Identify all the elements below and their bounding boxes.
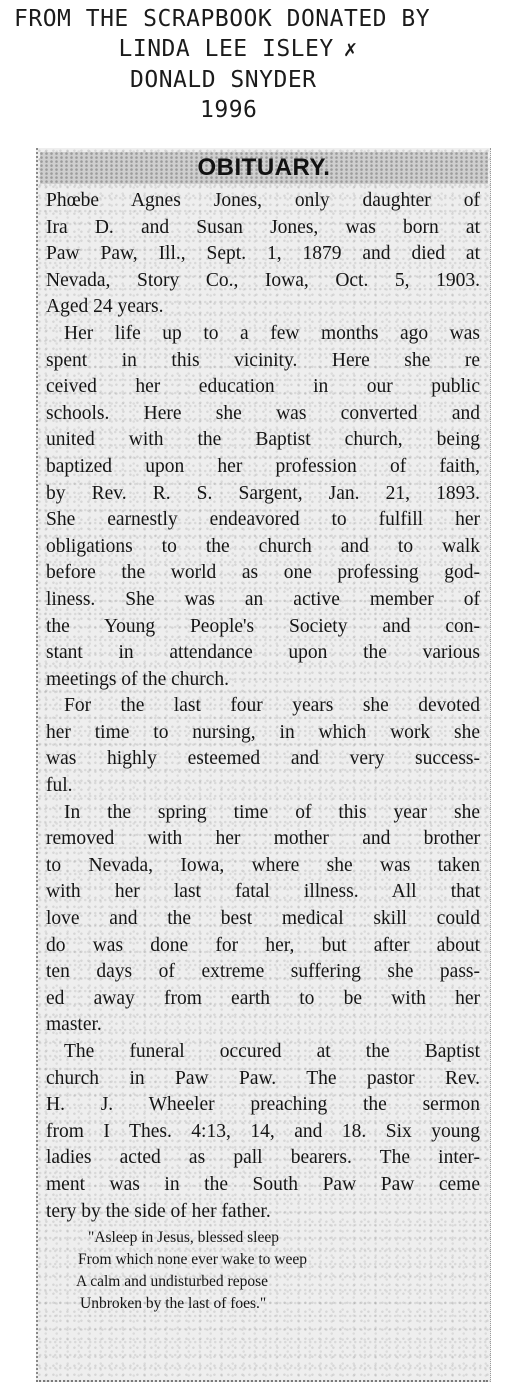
text-line: love and the best medical skill could xyxy=(46,908,480,930)
text-line: was highly esteemed and very success- xyxy=(46,748,480,770)
scrapbook-donation-header xyxy=(0,4,516,125)
donor-name-1: LINDA LEE ISLEY xyxy=(118,36,334,62)
text-line: In the spring time of this year she xyxy=(64,801,480,823)
text-line: liness. She was an active member of xyxy=(46,588,480,610)
text-line: baptized upon her profession of faith, xyxy=(46,455,480,477)
verse-line: From which none ever wake to weep xyxy=(78,1251,307,1269)
verse-line: "Asleep in Jesus, blessed sleep xyxy=(88,1229,280,1247)
handwritten-mark-icon: ✗ xyxy=(343,37,358,62)
newspaper-clipping xyxy=(36,148,491,1382)
header-line-donor-1 xyxy=(0,34,516,65)
text-line: Aged 24 years. xyxy=(46,296,164,318)
text-line: church in Paw Paw. The pastor Rev. xyxy=(46,1067,480,1089)
text-line: tery by the side of her father. xyxy=(46,1200,271,1222)
text-line: to Nevada, Iowa, where she was taken xyxy=(46,854,480,876)
text-line: schools. Here she was converted and xyxy=(46,402,480,424)
text-line: with her last fatal illness. All that xyxy=(46,881,480,903)
obituary-body xyxy=(46,188,480,1315)
text-line: do was done for her, but after about xyxy=(46,934,480,956)
text-line: Paw Paw, Ill., Sept. 1, 1879 and died at xyxy=(46,243,480,265)
text-line: united with the Baptist church, being xyxy=(46,429,480,451)
text-line: ladies acted as pall bearers. The inter- xyxy=(46,1147,480,1169)
clipping-torn-edge xyxy=(36,1380,488,1385)
text-line: The funeral occured at the Baptist xyxy=(64,1041,480,1062)
text-line: For the last four years she devoted xyxy=(64,695,480,717)
text-line: ten days of extreme suffering she pass- xyxy=(46,961,480,983)
text-line: ceived her education in our public xyxy=(46,376,480,398)
text-line: her time to nursing, in which work she xyxy=(46,721,480,743)
text-line: Phœbe Agnes Jones, only daughter of xyxy=(46,190,480,211)
verse-line: A calm and undisturbed repose xyxy=(76,1273,268,1291)
verse-line: Unbroken by the last of foes." xyxy=(80,1295,267,1313)
text-line: from I Thes. 4:13, 14, and 18. Six young xyxy=(46,1120,480,1142)
text-line: master. xyxy=(46,1014,102,1036)
header-line-donated-by: FROM THE SCRAPBOOK DONATED BY xyxy=(14,6,431,32)
text-line: spent in this vicinity. Here she re xyxy=(46,349,480,371)
header-line-donor-2: DONALD SNYDER xyxy=(130,67,317,93)
text-line: by Rev. R. S. Sargent, Jan. 21, 1893. xyxy=(46,482,480,504)
text-line: Ira D. and Susan Jones, was born at xyxy=(46,216,480,238)
text-line: ful. xyxy=(46,775,73,797)
text-line: She earnestly endeavored to fulfill her xyxy=(46,509,480,531)
text-line: stant in attendance upon the various xyxy=(46,642,480,664)
closing-verse xyxy=(46,1227,480,1315)
header-line-year: 1996 xyxy=(200,97,258,123)
text-line: obligations to the church and to walk xyxy=(46,535,480,557)
text-line: Nevada, Story Co., Iowa, Oct. 5, 1903. xyxy=(46,269,480,291)
text-line: meetings of the church. xyxy=(46,668,230,690)
text-line: ment was in the South Paw Paw ceme xyxy=(46,1173,480,1195)
text-line: before the world as one professing god- xyxy=(46,562,480,584)
text-line: removed with her mother and brother xyxy=(46,828,480,850)
text-line: the Young People's Society and con- xyxy=(46,615,480,637)
text-line: Her life up to a few months ago was xyxy=(64,322,480,344)
obituary-title: OBITUARY. xyxy=(197,154,331,181)
text-line: ed away from earth to be with her xyxy=(46,987,480,1009)
text-line: H. J. Wheeler preaching the sermon xyxy=(46,1094,480,1116)
